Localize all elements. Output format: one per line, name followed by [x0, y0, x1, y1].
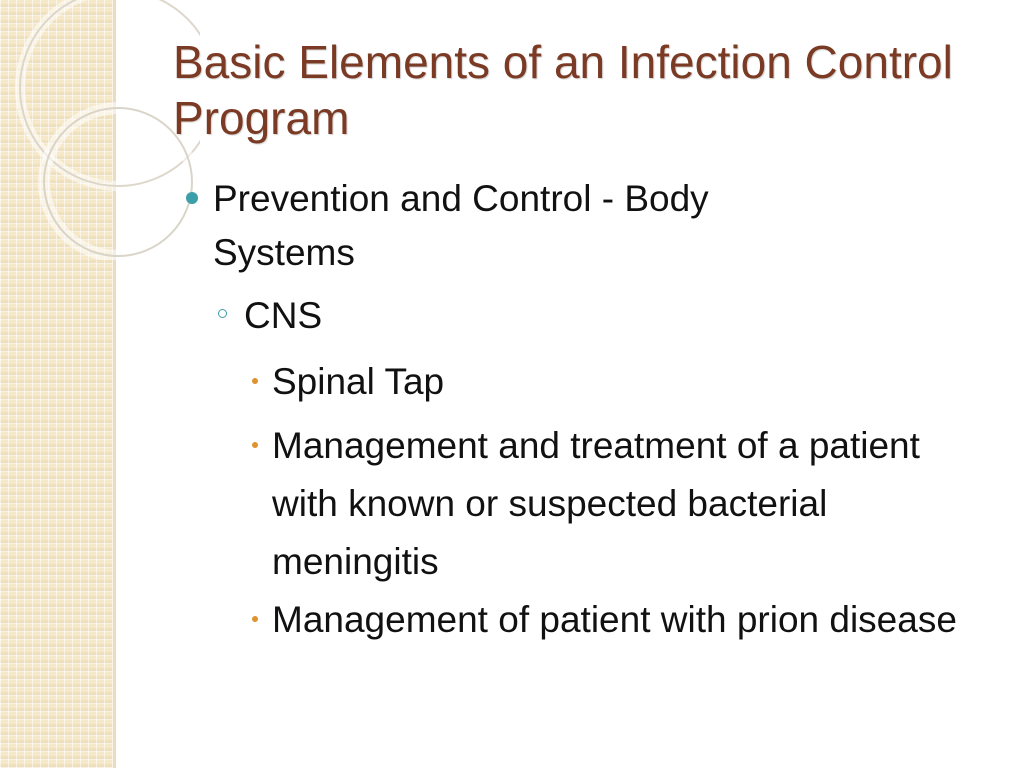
bullet-level3-item — [248, 353, 948, 411]
slide-title: Basic Elements of an Infection Control Program — [173, 36, 953, 144]
small-dot-bullet-icon — [252, 442, 258, 448]
bullet-level2-text: CNS — [244, 295, 323, 336]
bullet-level1 — [186, 172, 846, 280]
small-dot-bullet-icon — [252, 616, 258, 622]
bullet-level3-item — [248, 591, 968, 649]
bullet-level1-text: Prevention and Control - Body Systems — [213, 178, 709, 273]
small-dot-bullet-icon — [252, 378, 258, 384]
filled-circle-bullet-icon — [186, 192, 198, 204]
bullet-level3-text: Spinal Tap — [272, 361, 445, 402]
bullet-level3-text: Management and treatment of a patient with known or suspected bacterial meningitis — [272, 425, 920, 582]
bullet-level3-text: Management of patient with prion disease — [272, 599, 957, 640]
bullet-level2 — [216, 289, 816, 343]
hollow-circle-bullet-icon — [218, 309, 227, 318]
bullet-level3-item — [248, 417, 938, 591]
